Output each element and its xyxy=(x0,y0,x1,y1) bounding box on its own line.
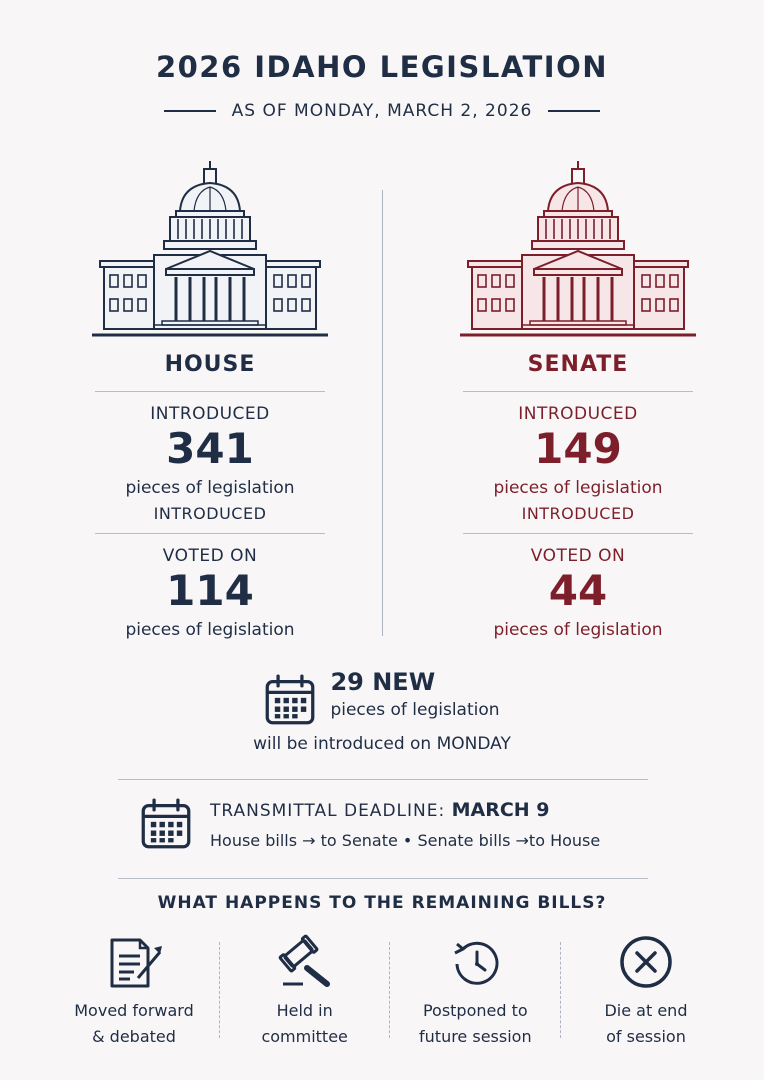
subtitle-rule-right xyxy=(548,110,600,112)
deadline-label: TRANSMITTAL DEADLINE: xyxy=(210,800,446,821)
senate-name: SENATE xyxy=(527,352,629,377)
capitol-building-icon xyxy=(90,158,330,340)
outcome-die-at-end xyxy=(562,934,730,1050)
senate-voted-unit: pieces of legislation xyxy=(493,620,663,640)
subtitle-rule-left xyxy=(164,110,216,112)
senate-introduced-suffix: INTRODUCED xyxy=(521,504,635,523)
senate-voted-count: 44 xyxy=(548,566,608,615)
new-legislation-count: 29 NEW xyxy=(330,668,436,696)
house-introduced-unit: pieces of legislation xyxy=(125,478,295,498)
senate-rule-1 xyxy=(463,391,693,392)
house-rule-1 xyxy=(95,391,325,392)
house-introduced-label: INTRODUCED xyxy=(150,404,270,424)
new-legislation-block xyxy=(0,668,764,754)
house-voted-count: 114 xyxy=(166,566,254,615)
outcome-postponed xyxy=(391,934,559,1050)
section-rule-1 xyxy=(118,779,648,780)
clock-icon xyxy=(443,934,507,992)
outcomes-row xyxy=(50,934,730,1050)
house-introduced-suffix: INTRODUCED xyxy=(153,504,267,523)
x-circle-icon xyxy=(614,934,678,992)
transmittal-deadline xyxy=(140,798,600,850)
house-voted-label: VOTED ON xyxy=(162,546,258,566)
capitol-building-icon xyxy=(458,158,698,340)
outcome-line1: Moved forward xyxy=(74,1001,194,1020)
calendar-icon xyxy=(140,798,192,850)
outcome-separator xyxy=(219,942,220,1038)
calendar-icon xyxy=(264,674,316,726)
house-column xyxy=(80,158,340,640)
house-rule-2 xyxy=(95,533,325,534)
page-title: 2026 IDAHO LEGISLATION xyxy=(155,50,609,84)
outcome-line2: future session xyxy=(419,1027,532,1046)
house-name: HOUSE xyxy=(164,352,256,377)
senate-rule-2 xyxy=(463,533,693,534)
outcome-line1: Postponed to xyxy=(422,1001,528,1020)
remaining-question: WHAT HAPPENS TO THE REMAINING BILLS? xyxy=(157,893,607,913)
outcome-moved-forward xyxy=(50,934,218,1050)
house-introduced-count: 341 xyxy=(166,424,254,473)
senate-column xyxy=(448,158,708,640)
outcome-line1: Held in xyxy=(276,1001,333,1020)
outcome-line1: Die at end xyxy=(604,1001,688,1020)
senate-introduced-unit: pieces of legislation xyxy=(493,478,663,498)
section-rule-2 xyxy=(118,878,648,879)
date-subtitle xyxy=(0,101,764,121)
chamber-divider xyxy=(382,190,383,636)
gavel-icon xyxy=(273,934,337,992)
subtitle-text: AS OF MONDAY, MARCH 2, 2026 xyxy=(231,101,533,121)
outcome-held-in-committee xyxy=(221,934,389,1050)
outcome-separator xyxy=(389,942,390,1038)
house-voted-unit: pieces of legislation xyxy=(125,620,295,640)
senate-voted-label: VOTED ON xyxy=(530,546,626,566)
new-legislation-unit: pieces of legislation xyxy=(330,700,500,720)
senate-introduced-count: 149 xyxy=(534,424,622,473)
outcome-line2: committee xyxy=(261,1027,348,1046)
senate-introduced-label: INTRODUCED xyxy=(518,404,638,424)
document-pen-icon xyxy=(102,934,166,992)
deadline-date: MARCH 9 xyxy=(451,798,550,821)
outcome-line2: of session xyxy=(606,1027,686,1046)
outcome-separator xyxy=(560,942,561,1038)
outcome-line2: & debated xyxy=(92,1027,176,1046)
deadline-detail: House bills → to Senate • Senate bills →to House xyxy=(210,830,601,850)
new-legislation-line: will be introduced on MONDAY xyxy=(253,734,511,754)
